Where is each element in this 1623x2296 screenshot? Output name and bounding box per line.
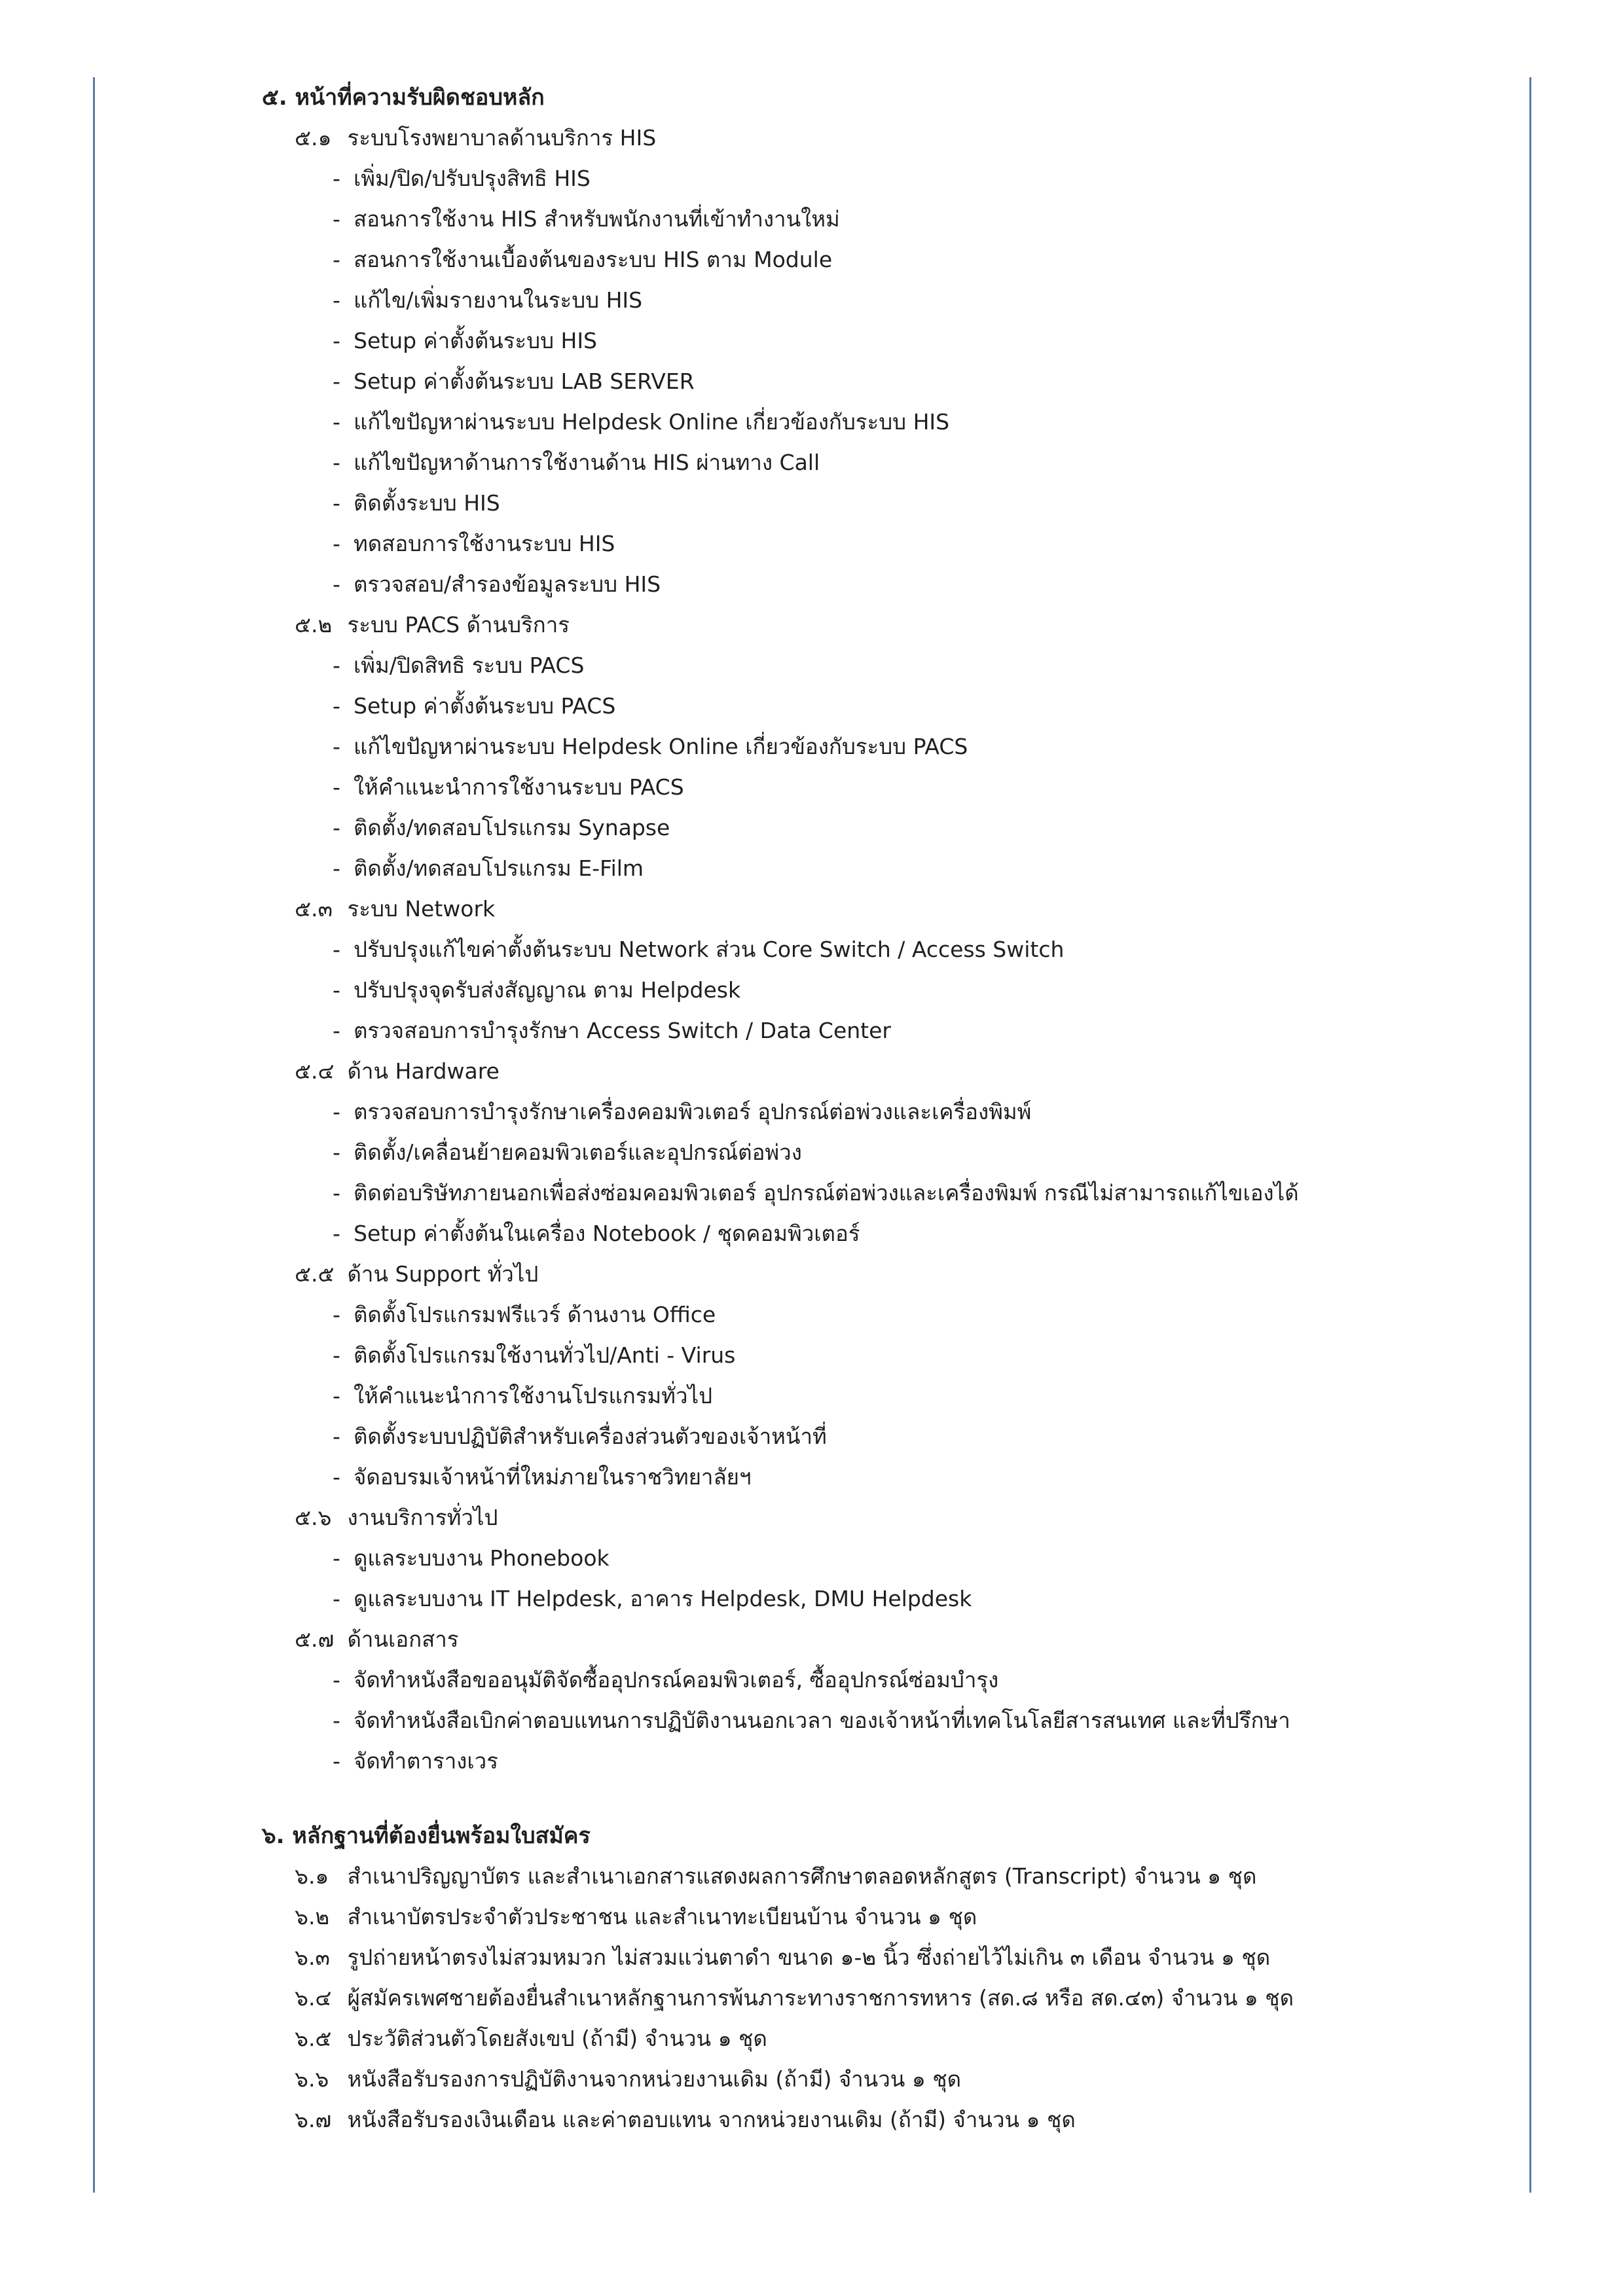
list-item: - แก้ไขปัญหาผ่านระบบ Helpdesk Online เกี่ยวข้องกับระบบ HIS bbox=[333, 409, 950, 435]
subsection-title: ระบบ PACS ด้านบริการ bbox=[347, 612, 570, 637]
list-item: - ตรวจสอบ/สำรองข้อมูลระบบ HIS bbox=[333, 571, 661, 597]
subsection-number: ๕.๔ bbox=[295, 1058, 335, 1084]
list-item: ๖.๗ หนังสือรับรองเงินเดือน และค่าตอบแทน จากหน่วยงานเดิม (ถ้ามี) จำนวน ๑ ชุด bbox=[295, 2107, 1076, 2132]
list-item: - ปรับปรุงจุดรับส่งสัญญาณ ตาม Helpdesk bbox=[333, 977, 741, 1003]
subsection-title: ระบบ Network bbox=[347, 896, 496, 922]
list-item: ๖.๔ ผู้สมัครเพศชายต้องยื่นสำเนาหลักฐานการพ้นภาระทางราชการทหาร (สด.๘ หรือ สด.๔๓) จำนวน ๑ ชุด bbox=[295, 1985, 1294, 2011]
subsection-number: ๕.๕ bbox=[295, 1261, 335, 1287]
list-item: - ทดสอบการใช้งานระบบ HIS bbox=[333, 531, 615, 556]
subsection-number: ๕.๖ bbox=[295, 1505, 332, 1530]
list-item: - ตรวจสอบการบำรุงรักษาเครื่องคอมพิวเตอร์ อุปกรณ์ต่อพ่วงและเครื่องพิมพ์ bbox=[333, 1099, 1032, 1124]
document-content bbox=[262, 77, 1506, 2140]
subsection-number: ๕.๑ bbox=[295, 125, 332, 151]
list-item: - แก้ไข/เพิ่มรายงานในระบบ HIS bbox=[333, 287, 643, 313]
list-item: ๖.๑ สำเนาปริญญาบัตร และสำเนาเอกสารแสดงผลการศึกษาตลอดหลักสูตร (Transcript) จำนวน ๑ ชุด bbox=[295, 1863, 1257, 1889]
subsection-5-7-heading bbox=[262, 1619, 1506, 1660]
list-item: - ติดตั้ง/ทดสอบโปรแกรม E-Film bbox=[333, 855, 644, 881]
list-item: - ให้คำแนะนำการใช้งานระบบ PACS bbox=[333, 774, 684, 800]
subsection-title: ด้าน Hardware bbox=[347, 1058, 500, 1084]
list-item: - เพิ่ม/ปิด/ปรับปรุงสิทธิ HIS bbox=[333, 166, 591, 191]
list-item: - จัดทำหนังสือขออนุมัติจัดซื้ออุปกรณ์คอมพิวเตอร์, ซื้ออุปกรณ์ซ่อมบำรุง bbox=[333, 1667, 999, 1693]
section-gap bbox=[262, 1782, 1506, 1816]
subsection-title: ด้าน Support ทั่วไป bbox=[347, 1261, 539, 1287]
list-item: - ติดตั้งระบบ HIS bbox=[333, 490, 500, 516]
subsection-5-2-heading bbox=[262, 605, 1506, 645]
list-item: - ติดตั้งโปรแกรมใช้งานทั่วไป/Anti - Virus bbox=[333, 1342, 736, 1368]
list-item: - จัดทำหนังสือเบิกค่าตอบแทนการปฏิบัติงานนอกเวลา ของเจ้าหน้าที่เทคโนโลยีสารสนเทศ และที่ปรึกษา bbox=[333, 1708, 1290, 1733]
list-item: - Setup ค่าตั้งต้นระบบ PACS bbox=[333, 693, 616, 719]
subsection-number: ๕.๗ bbox=[295, 1626, 335, 1652]
subsection-title: ระบบโรงพยาบาลด้านบริการ HIS bbox=[347, 125, 657, 151]
list-item: - ดูแลระบบงาน Phonebook bbox=[333, 1545, 610, 1571]
list-item: - แก้ไขปัญหาด้านการใช้งานด้าน HIS ผ่านทาง Call bbox=[333, 450, 820, 475]
list-item: - ติดตั้ง/ทดสอบโปรแกรม Synapse bbox=[333, 815, 670, 840]
section-6-title: ๖. หลักฐานที่ต้องยื่นพร้อมใบสมัคร bbox=[262, 1823, 591, 1849]
page-border-right bbox=[1529, 77, 1531, 2193]
list-item: - ติดต่อบริษัทภายนอกเพื่อส่งซ่อมคอมพิวเตอร์ อุปกรณ์ต่อพ่วงและเครื่องพิมพ์ กรณีไม่สามารถแก้ไขเองได้ bbox=[333, 1180, 1299, 1206]
list-item: - ดูแลระบบงาน IT Helpdesk, อาคาร Helpdesk, DMU Helpdesk bbox=[333, 1586, 972, 1611]
list-item: - จัดทำตารางเวร bbox=[333, 1748, 498, 1774]
subsection-number: ๕.๒ bbox=[295, 612, 333, 637]
list-item: - สอนการใช้งาน HIS สำหรับพนักงานที่เข้าทำงานใหม่ bbox=[333, 206, 840, 232]
subsection-title: งานบริการทั่วไป bbox=[347, 1505, 498, 1530]
subsection-5-6-heading bbox=[262, 1498, 1506, 1538]
list-item: - Setup ค่าตั้งต้นระบบ HIS bbox=[333, 328, 598, 353]
list-item: - ให้คำแนะนำการใช้งานโปรแกรมทั่วไป bbox=[333, 1383, 713, 1408]
subsection-5-3-heading bbox=[262, 889, 1506, 929]
list-item: - เพิ่ม/ปิดสิทธิ ระบบ PACS bbox=[333, 653, 585, 678]
list-item: - ติดตั้งโปรแกรมฟรีแวร์ ด้านงาน Office bbox=[333, 1302, 716, 1327]
list-item: ๖.๖ หนังสือรับรองการปฏิบัติงานจากหน่วยงานเดิม (ถ้ามี) จำนวน ๑ ชุด bbox=[295, 2066, 962, 2092]
list-item: - ปรับปรุงแก้ไขค่าตั้งต้นระบบ Network ส่วน Core Switch / Access Switch bbox=[333, 937, 1065, 962]
list-item: - จัดอบรมเจ้าหน้าที่ใหม่ภายในราชวิทยาลัยฯ bbox=[333, 1464, 752, 1490]
subsection-5-4-heading bbox=[262, 1051, 1506, 1092]
page-border-left bbox=[93, 77, 95, 2193]
subsection-5-1-heading bbox=[262, 118, 1506, 158]
subsection-5-5-heading bbox=[262, 1254, 1506, 1295]
subsection-number: ๕.๓ bbox=[295, 896, 333, 922]
list-item: - ติดตั้ง/เคลื่อนย้ายคอมพิวเตอร์และอุปกรณ์ต่อพ่วง bbox=[333, 1139, 802, 1165]
list-item: - สอนการใช้งานเบื้องต้นของระบบ HIS ตาม Module bbox=[333, 247, 833, 272]
subsection-title: ด้านเอกสาร bbox=[347, 1626, 459, 1652]
list-item: - ติดตั้งระบบปฏิบัติสำหรับเครื่องส่วนตัวของเจ้าหน้าที่ bbox=[333, 1424, 827, 1449]
list-item: ๖.๒ สำเนาบัตรประจำตัวประชาชน และสำเนาทะเบียนบ้าน จำนวน ๑ ชุด bbox=[295, 1904, 977, 1929]
list-item: - Setup ค่าตั้งต้นในเครื่อง Notebook / ชุดคอมพิวเตอร์ bbox=[333, 1221, 860, 1246]
list-item: - Setup ค่าตั้งต้นระบบ LAB SERVER bbox=[333, 368, 695, 394]
list-item: - ตรวจสอบการบำรุงรักษา Access Switch / Data Center bbox=[333, 1018, 891, 1043]
list-item: - แก้ไขปัญหาผ่านระบบ Helpdesk Online เกี่ยวข้องกับระบบ PACS bbox=[333, 734, 968, 759]
section-5-title: ๕. หน้าที่ความรับผิดชอบหลัก bbox=[262, 84, 545, 111]
list-item: ๖.๕ ประวัติส่วนตัวโดยสังเขป (ถ้ามี) จำนวน ๑ ชุด bbox=[295, 2026, 767, 2051]
list-item: ๖.๓ รูปถ่ายหน้าตรงไม่สวมหมวก ไม่สวมแว่นตาดำ ขนาด ๑-๒ นิ้ว ซึ่งถ่ายไว้ไม่เกิน ๓ เดือน จำนวน ๑ ชุด bbox=[295, 1945, 1271, 1970]
